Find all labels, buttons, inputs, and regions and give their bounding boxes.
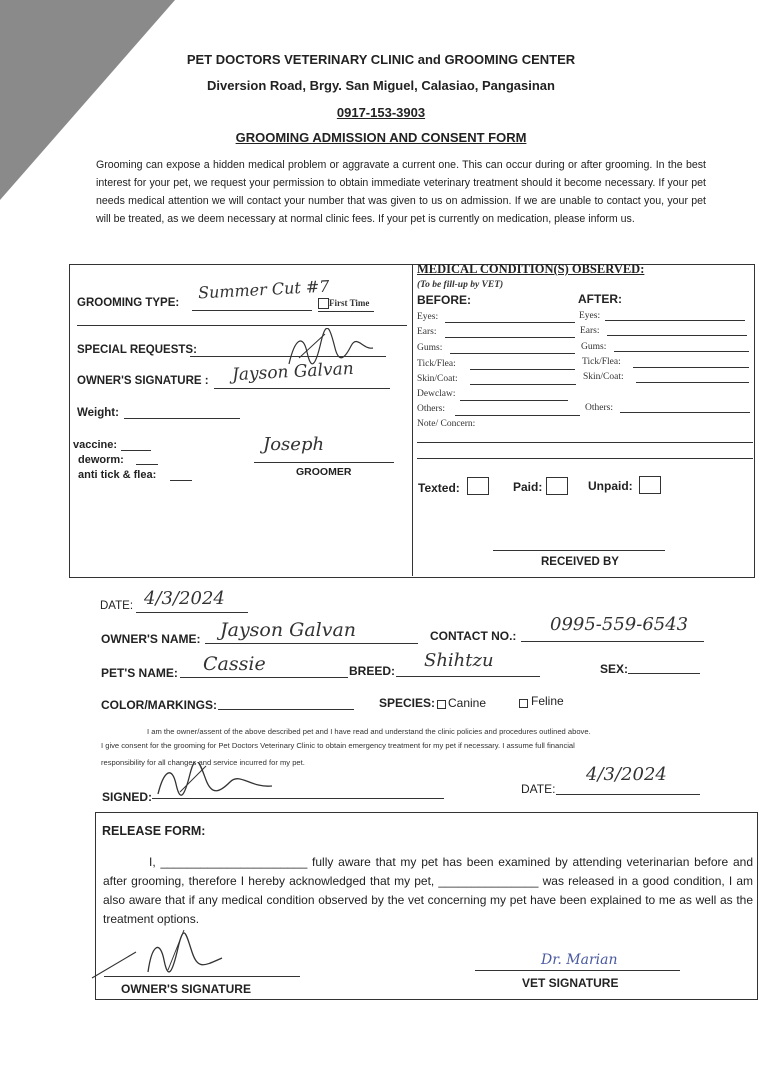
before-others-label: Others: [417,404,445,414]
before-others-line[interactable] [455,415,580,416]
special-requests-label: SPECIAL REQUESTS: [77,344,197,356]
owner-name-label: OWNER'S NAME: [101,632,201,646]
medical-subtitle: (To be fill-up by VET) [417,280,504,290]
after-label: AFTER: [578,292,622,306]
intro-paragraph: Grooming can expose a hidden medical problem or aggravate a current one. This can occur during or after grooming. In the best interest for your pet, we request your permission to obtain immediate veterinary treatment should it become necessary. If your pet needs medical attention we will contact your number that was given to us on admission. If we are unable to contact you, your pet will be treated, as we deem necessary at normal clinic fees. If your pet is currently on medication, please inform us. [96,159,706,225]
first-time-label: First Time [329,298,370,308]
owner-signature-line [214,388,390,389]
consent-line-3: responsibility for all changes and service incurred for my pet. [101,758,305,767]
vet-signature-value[interactable]: Dr. Marian [541,952,618,968]
before-tickflea-label: Tick/Flea: [417,359,456,369]
feline-label: Feline [531,694,564,708]
after-ears-line[interactable] [607,335,747,336]
texted-checkbox[interactable] [467,477,489,495]
received-by-label: RECEIVED BY [541,556,619,568]
vet-signature-line [475,970,680,971]
pet-name-label: PET'S NAME: [101,666,178,680]
note-line-2[interactable] [417,458,753,459]
after-eyes-label: Eyes: [579,311,601,321]
vet-signature-label: VET SIGNATURE [522,976,619,990]
paid-checkbox[interactable] [546,477,568,495]
release-owner-signature-line [104,976,300,977]
after-others-line[interactable] [620,412,750,413]
consent-date-label: DATE: [521,782,556,796]
paid-label: Paid: [513,480,543,494]
before-eyes-line[interactable] [445,322,575,323]
feline-checkbox[interactable] [519,699,528,708]
clinic-name: PET DOCTORS VETERINARY CLINIC and GROOMING CENTER [186,52,576,67]
after-skincoat-label: Skin/Coat: [583,372,624,382]
breed-line [396,676,540,677]
vaccine-line [121,450,151,451]
before-ears-label: Ears: [417,327,437,337]
owner-name-line [205,643,418,644]
texted-label: Texted: [418,481,460,495]
before-skincoat-line[interactable] [470,384,576,385]
before-eyes-label: Eyes: [417,312,439,322]
medical-title: MEDICAL CONDITION(S) OBSERVED: [417,262,645,276]
grooming-type-extra-line [77,325,407,326]
contact-value[interactable]: 0995-559-6543 [550,614,689,635]
unpaid-label: Unpaid: [588,479,633,493]
canine-checkbox[interactable] [437,700,446,709]
weight-label: Weight: [77,407,119,419]
signed-label: SIGNED: [102,790,153,804]
pet-name-value[interactable]: Cassie [203,653,266,675]
date-line [136,612,248,613]
anti-tick-label: anti tick & flea: [78,469,157,481]
sex-label: SEX: [600,662,629,676]
after-gums-line[interactable] [614,351,749,352]
consent-date-value[interactable]: 4/3/2024 [586,764,667,785]
after-eyes-line[interactable] [605,320,745,321]
received-by-line[interactable] [493,550,665,551]
first-time-checkbox[interactable] [318,298,329,309]
grooming-type-label: GROOMING TYPE: [77,297,180,309]
vaccine-label: vaccine: [73,439,118,451]
contact-label: CONTACT NO.: [430,629,517,643]
before-tickflea-line[interactable] [470,369,575,370]
owner-signature-label: OWNER'S SIGNATURE : [77,375,209,387]
consent-line-1: I am the owner/assent of the above described pet and I have read and understand the clinic policies and procedures outlined above. [147,727,591,736]
after-tickflea-label: Tick/Flea: [582,357,621,367]
after-tickflea-line[interactable] [633,367,749,368]
date-value[interactable]: 4/3/2024 [144,588,225,609]
section-divider [412,264,413,576]
before-skincoat-label: Skin/Coat: [417,374,458,384]
anti-tick-line [170,480,192,481]
weight-line [124,418,240,419]
before-label: BEFORE: [417,293,471,307]
groomer-label: GROOMER [296,466,352,478]
species-label: SPECIES: [379,696,436,710]
first-time-underline [318,311,374,312]
before-dewclaw-line[interactable] [460,400,568,401]
before-gums-line[interactable] [450,353,575,354]
after-skincoat-line[interactable] [636,382,749,383]
consent-date-line [556,794,700,795]
sex-line[interactable] [628,673,700,674]
after-ears-label: Ears: [580,326,600,336]
unpaid-checkbox[interactable] [639,476,661,494]
date-label: DATE: [100,600,134,612]
clinic-phone: 0917-153-3903 [336,105,426,120]
groomer-line [254,462,394,463]
consent-line-2: I give consent for the grooming for Pet Doctors Veterinary Clinic to obtain emergency treatment for my pet if necessary. I assume full financial [101,741,575,750]
breed-value[interactable]: Shihtzu [424,650,494,671]
contact-line [521,641,704,642]
color-markings-label: COLOR/MARKINGS: [101,698,217,712]
deworm-label: deworm: [78,454,124,466]
owner-signature-value[interactable]: Jayson Galvan [231,358,355,386]
deworm-line [136,464,158,465]
release-form-body: I, ______________________ fully aware that my pet has been examined by attending veterinarian before and after grooming, therefore I hereby acknowledged that my pet, _______________ was released in a good condition, I am also aware that if any medical condition observed by the vet concerning my pet have been explained to me as well as the treatment options. [103,855,753,926]
canine-label: Canine [448,696,487,710]
before-gums-label: Gums: [417,343,443,353]
color-markings-line[interactable] [218,709,354,710]
owner-signature-scribble-consent[interactable] [150,762,280,802]
note-concern-label: Note/ Concern: [417,419,476,429]
note-line-1[interactable] [417,442,753,443]
form-title: GROOMING ADMISSION AND CONSENT FORM [235,130,527,145]
before-ears-line[interactable] [445,337,575,338]
grooming-type-line [192,310,312,311]
clinic-address: Diversion Road, Brgy. San Miguel, Calasiao, Pangasinan [207,78,555,93]
grooming-type-value[interactable]: Summer Cut #7 [197,276,330,303]
before-dewclaw-label: Dewclaw: [417,389,456,399]
after-others-label: Others: [585,403,613,413]
pet-name-line [180,677,348,678]
groomer-name-value[interactable]: Joseph [263,434,325,455]
after-gums-label: Gums: [581,342,607,352]
release-owner-signature-label: OWNER'S SIGNATURE [121,982,251,996]
release-form-title: RELEASE FORM: [102,824,206,838]
breed-label: BREED: [349,664,396,678]
owner-signature-scribble-release[interactable] [88,922,228,984]
owner-name-value[interactable]: Jayson Galvan [220,619,357,641]
